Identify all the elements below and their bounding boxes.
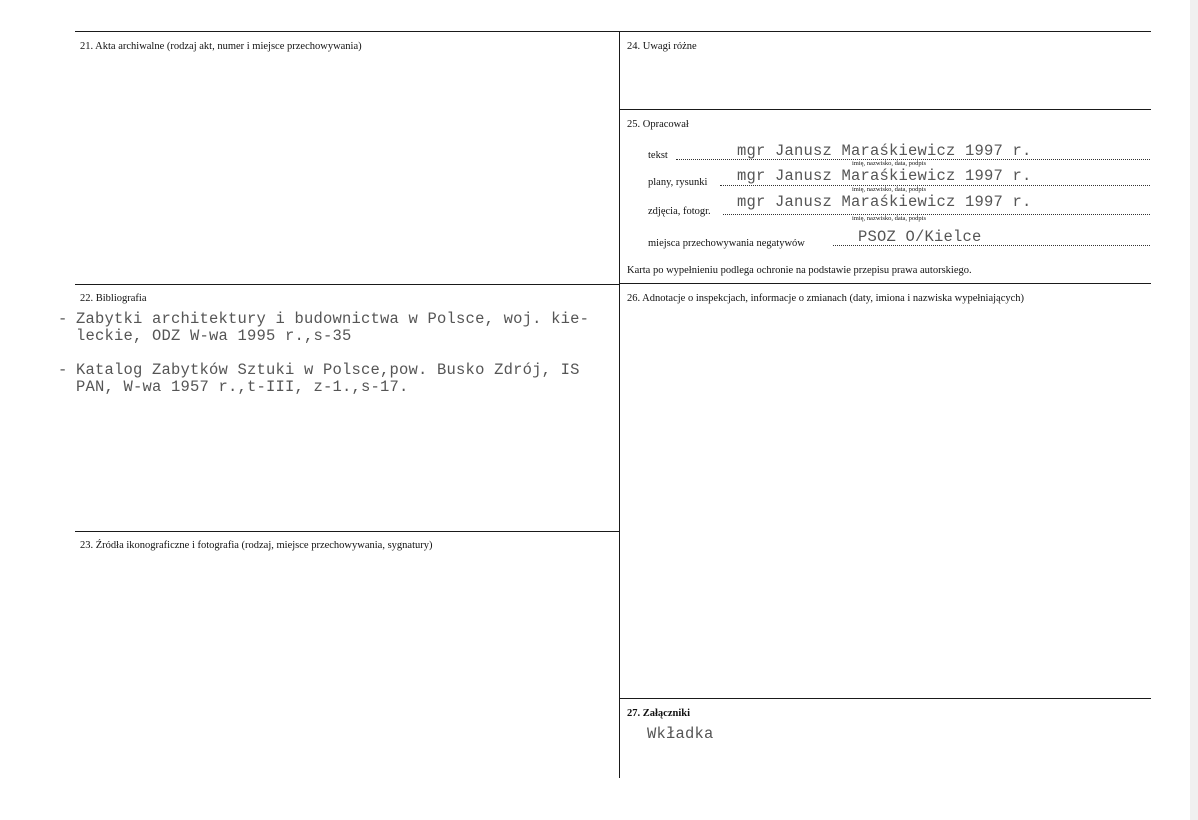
section-27-title: 27. Załączniki <box>627 708 691 719</box>
bibliography-line: Zabytki architektury i budownictwa w Polsce, woj. kie- <box>76 310 590 328</box>
author-plans-value[interactable]: mgr Janusz Maraśkiewicz 1997 r. <box>737 167 1032 185</box>
scan-edge-shadow <box>1190 0 1198 820</box>
rule-26-27 <box>619 698 1151 699</box>
bibliography-dash: - <box>58 361 68 379</box>
negatives-storage-label: miejsca przechowywania negatywów <box>648 238 805 249</box>
author-plans-dotted-line <box>720 185 1150 186</box>
rule-24-25 <box>619 109 1151 110</box>
author-text-label: tekst <box>648 150 668 161</box>
bibliography-line: leckie, ODZ W-wa 1995 r.,s-35 <box>76 327 352 345</box>
negatives-storage-value[interactable]: PSOZ O/Kielce <box>858 228 982 246</box>
section-25-title: 25. Opracował <box>627 119 689 130</box>
bibliography-line: Katalog Zabytków Sztuki w Polsce,pow. Busko Zdrój, IS <box>76 361 580 379</box>
center-divider <box>619 31 620 778</box>
author-photos-label: zdjęcia, fotogr. <box>648 206 711 217</box>
attachments-value[interactable]: Wkładka <box>647 725 714 743</box>
section-21-title: 21. Akta archiwalne (rodzaj akt, numer i miejsce przechowywania) <box>80 41 362 52</box>
section-26-title: 26. Adnotacje o inspekcjach, informacje o zmianach (daty, imiona i nazwiska wypełniających) <box>627 293 1025 304</box>
rule-left-22 <box>75 284 620 285</box>
author-photos-dotted-line <box>723 214 1150 215</box>
author-plans-hint: imię, nazwisko, data, podpis <box>852 186 927 193</box>
author-plans-label: plany, rysunki <box>648 177 708 188</box>
author-text-hint: imię, nazwisko, data, podpis <box>852 160 927 167</box>
copyright-note: Karta po wypełnieniu podlega ochronie na podstawie przepisu prawa autorskiego. <box>627 265 972 276</box>
bibliography-line: PAN, W-wa 1957 r.,t-III, z-1.,s-17. <box>76 378 409 396</box>
section-24-title: 24. Uwagi różne <box>627 41 697 52</box>
section-22-title: 22. Bibliografia <box>80 293 147 304</box>
section-23-title: 23. Źródła ikonograficzne i fotografia (rodzaj, miejsce przechowywania, sygnatury) <box>80 540 433 551</box>
rule-22-23 <box>75 531 620 532</box>
author-photos-hint: imię, nazwisko, data, podpis <box>852 215 927 222</box>
author-photos-value[interactable]: mgr Janusz Maraśkiewicz 1997 r. <box>737 193 1032 211</box>
rule-right-26 <box>619 283 1151 284</box>
author-text-value[interactable]: mgr Janusz Maraśkiewicz 1997 r. <box>737 142 1032 160</box>
bibliography-dash: - <box>58 310 68 328</box>
top-rule <box>75 31 1151 32</box>
